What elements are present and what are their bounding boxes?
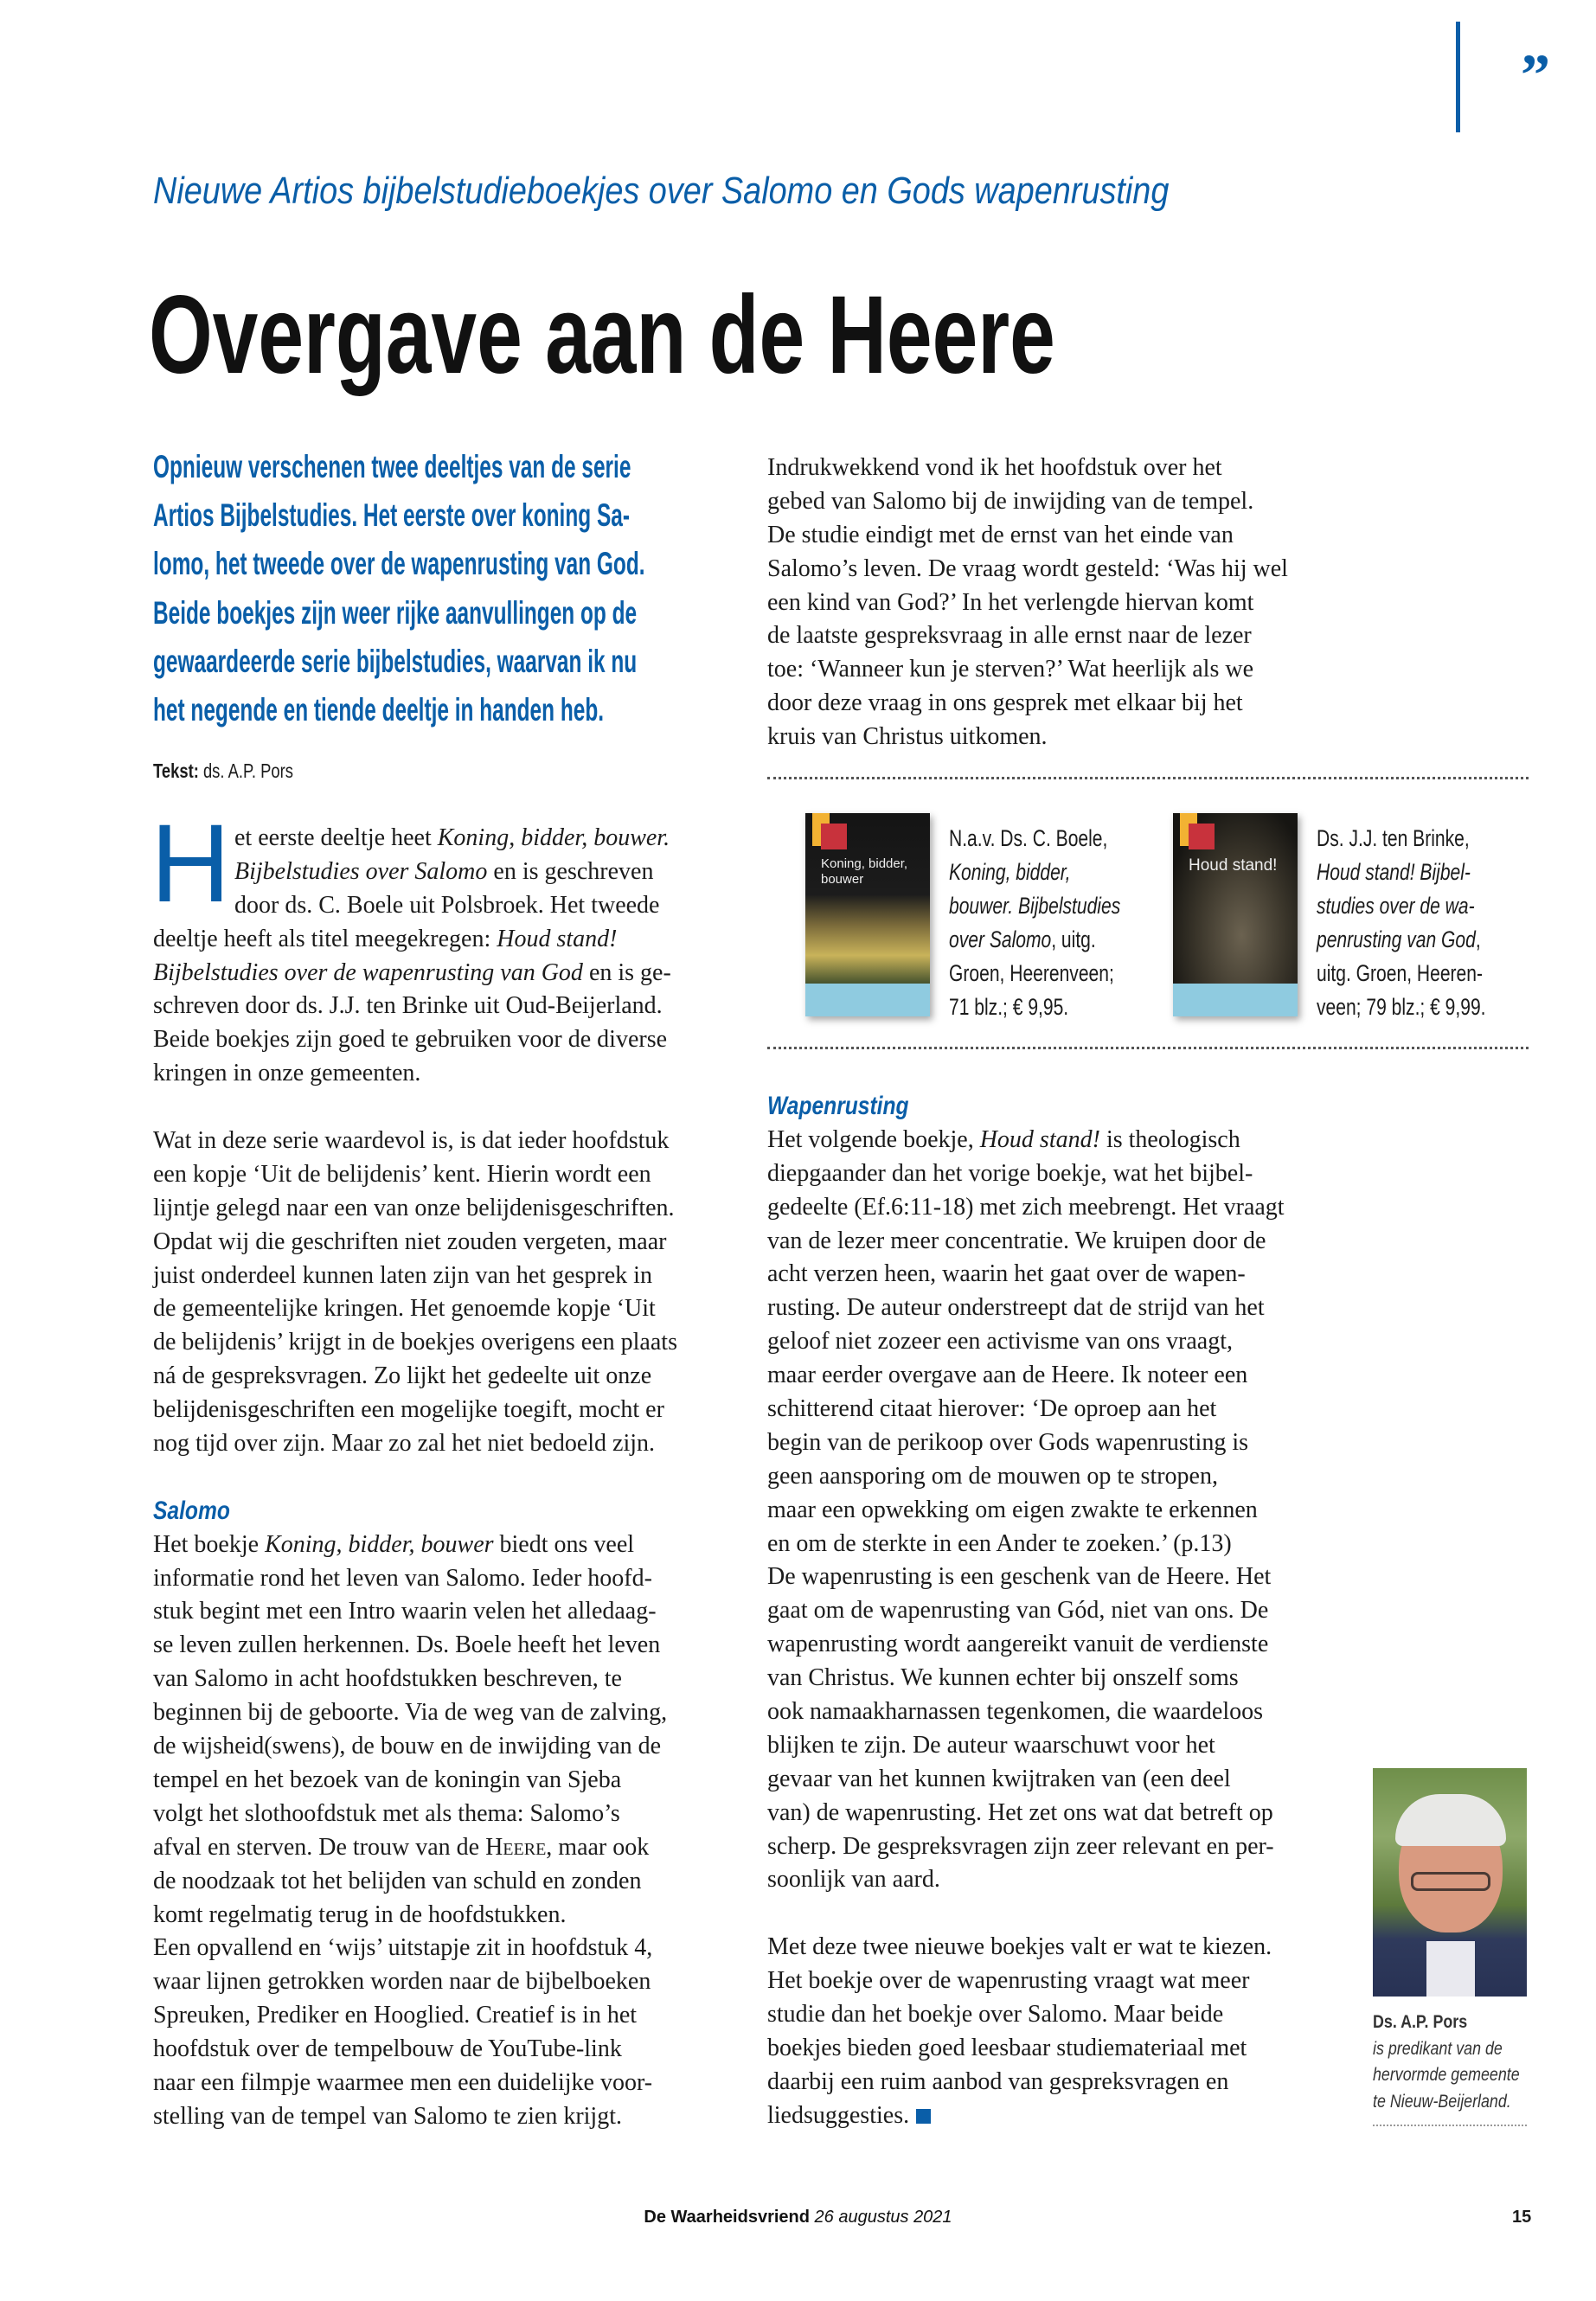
text-line: [153, 856, 724, 889]
text-segment: stuk begint met een Intro waarin velen het alledaag-: [153, 1598, 657, 1625]
text-segment: beginnen bij de geboorte. Via de weg van de zalving,: [153, 1699, 668, 1727]
text-line: [767, 519, 1338, 553]
text-segment: de gemeentelijke kringen. Het genoemde kopje ‘Uit: [153, 1295, 656, 1323]
text-segment: door ds. C. Boele uit Polsbroek. Het tweede: [234, 891, 660, 919]
text-line: [767, 1561, 1338, 1594]
cover-title: Houd stand!: [1189, 856, 1278, 875]
text-line: [767, 1628, 1338, 1662]
text-line: [1317, 990, 1534, 1024]
text-line: [153, 1226, 724, 1259]
text-line: [153, 2033, 724, 2067]
emphasis-text: Koning, bidder, bouwer.: [437, 824, 670, 851]
text-line: [153, 2067, 724, 2100]
text-segment: geloof niet zozeer een activisme van ons vraagt,: [767, 1328, 1233, 1356]
text-segment: et eerste deeltje heet: [234, 824, 438, 851]
text-line: [767, 1191, 1338, 1225]
emphasis-text: over Salomo: [949, 926, 1052, 952]
text-segment: komt regelmatig terug in de hoofdstukken.: [153, 1900, 567, 1928]
text-line: [767, 1528, 1338, 1561]
emphasis-text: Bijbelstudies over de wapenrusting van God: [153, 958, 583, 986]
author-bio-line: te Nieuw-Beijerland.: [1373, 2091, 1511, 2112]
text-line: [767, 1225, 1338, 1259]
text-segment: toe: ‘Wanneer kun je sterven?’ Wat heerlijk als we: [767, 656, 1253, 683]
text-segment: volgt het slothoofdstuk met als thema: Salomo’s: [153, 1799, 620, 1827]
text-line: [153, 1292, 724, 1326]
text-segment: biedt ons veel: [493, 1530, 635, 1558]
section-heading: Wapenrusting: [767, 1092, 909, 1120]
header-divider: [1456, 22, 1460, 132]
text-line: [767, 1292, 1338, 1325]
text-segment: kringen in onze gemeenten.: [153, 1060, 421, 1087]
lead-line-text: gewaardeerde serie bijbelstudies, waarvan ik nu: [153, 643, 638, 679]
text-segment: van de lezer meer concentratie. We kruipen door de: [767, 1227, 1266, 1254]
text-line: [153, 990, 724, 1023]
text-line: [153, 1360, 724, 1394]
text-line: [767, 1494, 1338, 1528]
text-segment: De studie eindigt met de ernst van het einde van: [767, 521, 1234, 548]
text-line: [767, 1359, 1338, 1393]
book-info-houd-stand: [1317, 822, 1534, 1024]
text-segment: Het boekje over de wapenrusting vraagt wat meer: [767, 1967, 1250, 1995]
text-line: [153, 1394, 724, 1427]
text-line: [153, 1562, 724, 1596]
text-line: [767, 1897, 1338, 1931]
page-title: [149, 275, 1374, 397]
right-column-bottom-text: [767, 1090, 1338, 2133]
text-segment: lijntje gelegd naar een van onze belijdenisgeschriften.: [153, 1194, 675, 1221]
text-segment: Een opvallend en ‘wijs’ uitstapje zit in hoofdstuk 4,: [153, 1934, 653, 1962]
text-line: [153, 1629, 724, 1663]
text-segment: waar lijnen getrokken worden naar de bijbelboeken: [153, 1968, 651, 1996]
text-line: [153, 889, 724, 923]
text-segment: schitterend citaat hierover: ‘De oproep aan het: [767, 1395, 1217, 1423]
text-segment: is theologisch: [1099, 1125, 1240, 1153]
text-line: [153, 1326, 724, 1360]
publication-name: De Waarheidsvriend: [644, 2208, 810, 2227]
text-line: [767, 1830, 1338, 1864]
text-line: [153, 1696, 724, 1730]
text-line: [767, 1258, 1338, 1292]
emphasis-text: Houd stand!: [979, 1125, 1100, 1153]
text-segment: 71 blz.; € 9,95.: [949, 994, 1069, 1020]
text-line: [767, 1863, 1338, 1897]
text-segment: een kind van God?’ In het verlengde hiervan komt: [767, 588, 1254, 616]
text-line: [1317, 889, 1534, 923]
lead-line-text: lomo, het tweede over de wapenrusting van God.: [153, 546, 645, 582]
section-heading: Salomo: [153, 1496, 230, 1525]
text-line: [153, 1427, 724, 1461]
text-line: [767, 1426, 1338, 1460]
text-segment: Spreuken, Prediker en Hooglied. Creatief is in het: [153, 2002, 638, 2029]
text-line: [153, 957, 724, 990]
text-line: [767, 619, 1338, 653]
text-segment: liedsuggesties.: [767, 2101, 910, 2129]
text-line: [153, 1663, 724, 1696]
text-line: [1317, 822, 1534, 856]
emphasis-text: Koning, bidder, bouwer: [265, 1530, 494, 1558]
text-segment: Opdat wij die geschriften niet zouden vergeten, maar: [153, 1227, 667, 1255]
text-segment: deeltje heeft als titel meegekregen:: [153, 925, 497, 952]
article-kicker: [153, 170, 1335, 213]
author-caption: [1373, 2009, 1546, 2115]
author-bio-line: hervormde gemeente: [1373, 2065, 1520, 2085]
text-segment: Het volgende boekje,: [767, 1125, 980, 1153]
emphasis-text: Houd stand! Bijbel-: [1317, 859, 1471, 885]
text-segment: Het boekje: [153, 1530, 266, 1558]
text-segment: de wijsheid(swens), de bouw en de inwijding van de: [153, 1733, 662, 1760]
text-line: [767, 2032, 1338, 2066]
emphasis-text: bouwer. Bijbelstudies: [949, 893, 1121, 919]
issue-date: 26 augustus 2021: [814, 2208, 952, 2227]
page-number: 15: [1512, 2208, 1532, 2227]
lead-line-text: Artios Bijbelstudies. Het eerste over koning Sa-: [153, 497, 630, 534]
end-mark-icon: [916, 2109, 931, 2124]
text-segment: een kopje ‘Uit de belijdenis’ kent. Hierin wordt een: [153, 1160, 651, 1188]
text-segment: Wat in deze serie waardevol is, is dat ieder hoofdstuk: [153, 1127, 670, 1155]
text-segment: uitg. Groen, Heeren-: [1317, 960, 1483, 986]
text-line: [767, 586, 1338, 620]
text-line: [153, 1529, 724, 1562]
text-line: [767, 1662, 1338, 1695]
text-line: [767, 553, 1338, 586]
text-segment: geen aansporing om de mouwen op te stropen,: [767, 1462, 1218, 1490]
text-line: [949, 822, 1169, 856]
text-segment: , uitg.: [1051, 926, 1096, 952]
text-line: [767, 1931, 1338, 1965]
lead-line-text: het negende en tiende deeltje in handen heb.: [153, 691, 605, 727]
text-line: [949, 856, 1169, 889]
text-line: [767, 1797, 1338, 1830]
text-segment: informatie rond het leven van Salomo. Ieder hoofd-: [153, 1564, 652, 1592]
text-segment: kruis van Christus uitkomen.: [767, 723, 1048, 751]
text-line: [1317, 923, 1534, 957]
text-segment: acht verzen heen, waarin het gaat over de wapen-: [767, 1260, 1246, 1288]
text-line: [153, 1259, 724, 1293]
text-line: [767, 1729, 1338, 1763]
text-segment: afval en sterven. De trouw van de: [153, 1833, 486, 1861]
text-segment: van) de wapenrusting. Het zet ons wat dat betreft op: [767, 1798, 1273, 1826]
text-segment: ná de gespreksvragen. Zo lijkt het gedeelte uit onze: [153, 1362, 652, 1390]
text-segment: Indrukwekkend vond ik het hoofdstuk over het: [767, 454, 1222, 481]
text-line: [153, 1965, 724, 1999]
right-column-top-text: [767, 452, 1338, 754]
text-segment: en om de sterkte in een Ander te zoeken.’ (p.13): [767, 1529, 1232, 1557]
emphasis-text: penrusting van God: [1317, 926, 1476, 952]
byline-author: ds. A.P. Pors: [202, 760, 293, 782]
dotted-divider: [767, 1047, 1529, 1049]
text-line: [949, 957, 1169, 990]
text-line: [153, 1999, 724, 2033]
kicker-text: Nieuwe Artios bijbelstudieboekjes over Salomo en Gods wapenrusting: [153, 170, 1170, 212]
text-line: [767, 1090, 1338, 1124]
title-text: Overgave aan de Heere: [149, 273, 1055, 397]
text-segment: Ds. J.J. ten Brinke,: [1317, 825, 1470, 851]
text-line: [153, 923, 724, 957]
text-segment: maar eerder overgave aan de Heere. Ik noteer een: [767, 1362, 1248, 1389]
text-segment: door deze vraag in ons gesprek met elkaar bij het: [767, 689, 1243, 717]
text-line: [767, 1594, 1338, 1628]
text-segment: De wapenrusting is een geschenk van de Heere. Het: [767, 1563, 1272, 1591]
text-segment: naar een filmpje waarmee men een duidelijke voor-: [153, 2068, 653, 2096]
quote-mark-icon: ”: [1521, 42, 1550, 107]
text-line: [949, 889, 1169, 923]
text-segment: Met deze twee nieuwe boekjes valt er wat te kiezen.: [767, 1933, 1272, 1961]
text-line: [767, 2099, 1338, 2133]
text-line: [153, 1192, 724, 1226]
book-info-koning: [949, 822, 1169, 1024]
text-line: [767, 452, 1338, 485]
text-segment: rusting. De auteur onderstreept dat de strijd van het: [767, 1294, 1265, 1322]
text-segment: daarbij een ruim aanbod van gespreksvragen en: [767, 2067, 1229, 2095]
text-segment: stelling van de tempel van Salomo te zien krijgt.: [153, 2102, 622, 2130]
text-line: [767, 1763, 1338, 1797]
text-segment: hoofdstuk over de tempelbouw de YouTube-link: [153, 2035, 622, 2063]
emphasis-text: Bijbelstudies over Salomo: [234, 857, 488, 885]
emphasis-text: studies over de wa-: [1317, 893, 1475, 919]
byline: [153, 760, 328, 783]
text-segment: schreven door ds. J.J. ten Brinke uit Oud-Beijerland.: [153, 992, 663, 1020]
text-segment: diepgaander dan het vorige boekje, wat het bijbel-: [767, 1159, 1253, 1187]
emphasis-text: Koning, bidder,: [949, 859, 1071, 885]
author-photo: [1373, 1768, 1527, 1997]
text-segment: soonlijk van aard.: [767, 1866, 940, 1894]
text-segment: veen; 79 blz.; € 9,99.: [1317, 994, 1486, 1020]
text-line: [153, 2100, 724, 2134]
text-segment: gaat om de wapenrusting van Gód, niet van ons. De: [767, 1597, 1269, 1625]
left-column-text: [153, 822, 724, 2134]
text-segment: begin van de perikoop over Gods wapenrusting is: [767, 1428, 1248, 1456]
text-segment: N.a.v. Ds. C. Boele,: [949, 825, 1108, 851]
text-line: [153, 1932, 724, 1965]
text-segment: maar een opwekking om eigen zwakte te erkennen: [767, 1496, 1258, 1523]
text-segment: se leven zullen herkennen. Ds. Boele heeft het leven: [153, 1631, 661, 1659]
text-segment: van Salomo in acht hoofdstukken beschreven, te: [153, 1665, 622, 1693]
text-line: [153, 822, 724, 856]
text-line: [767, 1124, 1338, 1157]
text-line: [1317, 856, 1534, 889]
text-line: [153, 1865, 724, 1899]
text-segment: gedeelte (Ef.6:11-18) met zich meebrengt. Het vraagt: [767, 1193, 1285, 1221]
text-line: [1317, 957, 1534, 990]
text-line: [153, 1158, 724, 1192]
text-segment: en is geschreven: [487, 857, 654, 885]
lead-line-text: Opnieuw verschenen twee deeltjes van de serie: [153, 449, 631, 484]
dotted-divider: [1373, 2125, 1527, 2126]
text-segment: ook namaakharnassen tegenkomen, die waardeloos: [767, 1698, 1264, 1726]
text-line: [767, 1998, 1338, 2032]
dotted-divider: [767, 777, 1529, 779]
text-segment: tempel en het bezoek van de koningin van Sjeba: [153, 1766, 622, 1793]
text-line: [153, 1091, 724, 1125]
author-bio-line: is predikant van de: [1373, 2038, 1503, 2059]
text-line: [767, 2066, 1338, 2099]
text-line: [153, 1798, 724, 1831]
text-segment: juist onderdeel kunnen laten zijn van het gesprek in: [153, 1261, 652, 1289]
text-line: [949, 990, 1169, 1024]
text-line: [767, 721, 1338, 754]
book-cover-houd-stand: [1173, 813, 1298, 1016]
text-line: [767, 1460, 1338, 1494]
text-segment: van Christus. We kunnen echter bij onszelf soms: [767, 1664, 1239, 1692]
text-line: [767, 1393, 1338, 1426]
text-line: [767, 1695, 1338, 1729]
author-name: Ds. A.P. Pors: [1373, 2012, 1468, 2032]
text-segment: gebed van Salomo bij de inwijding van de tempel.: [767, 487, 1254, 515]
drop-cap: H: [151, 802, 231, 926]
text-segment: wapenrusting wordt aangereikt vanuit de verdienste: [767, 1631, 1269, 1658]
text-line: [767, 1325, 1338, 1359]
text-line: [767, 485, 1338, 519]
text-segment: nog tijd over zijn. Maar zo zal het niet bedoeld zijn.: [153, 1430, 656, 1458]
page-footer: [0, 2208, 1596, 2227]
text-line: [153, 1899, 724, 1932]
text-segment: boekjes bieden goed leesbaar studiemateriaal met: [767, 2034, 1247, 2061]
text-line: [153, 1125, 724, 1158]
text-segment: studie dan het boekje over Salomo. Maar beide: [767, 2001, 1224, 2029]
text-line: [153, 1023, 724, 1057]
text-segment: scherp. De gespreksvragen zijn zeer relevant en per-: [767, 1832, 1274, 1860]
text-line: [767, 1965, 1338, 1998]
text-segment: Groen, Heerenveen;: [949, 960, 1114, 986]
text-line: [153, 1730, 724, 1764]
text-segment: Salomo’s leven. De vraag wordt gesteld: ‘Was hij wel: [767, 554, 1288, 582]
text-line: [153, 1461, 724, 1495]
text-line: [153, 1764, 724, 1798]
text-segment: de noodzaak tot het belijden van schuld en zonden: [153, 1867, 642, 1894]
text-segment: , maar ook: [546, 1833, 650, 1861]
text-line: [767, 1157, 1338, 1191]
lead-line-text: Beide boekjes zijn weer rijke aanvullingen op de: [153, 594, 638, 631]
cover-title: Koning, bidder, bouwer: [821, 856, 908, 887]
emphasis-text: Heere: [485, 1833, 547, 1861]
text-segment: gevaar van het kunnen kwijtraken van (een deel: [767, 1765, 1231, 1792]
book-cover-koning: [805, 813, 930, 1016]
text-segment: en is ge-: [582, 958, 671, 986]
text-line: [153, 1595, 724, 1629]
text-segment: ,: [1475, 926, 1481, 952]
text-segment: belijdenisgeschriften een mogelijke toegift, mocht er: [153, 1396, 664, 1424]
text-line: [153, 1057, 724, 1091]
byline-label: Tekst:: [153, 760, 199, 782]
text-line: [153, 1495, 724, 1529]
text-line: [949, 923, 1169, 957]
text-segment: de belijdenis’ krijgt in de boekjes overigens een plaats: [153, 1329, 677, 1356]
text-segment: blijken te zijn. De auteur waarschuwt voor het: [767, 1731, 1215, 1759]
text-segment: Beide boekjes zijn goed te gebruiken voor de diverse: [153, 1026, 668, 1054]
text-segment: de laatste gespreksvraag in alle ernst naar de lezer: [767, 622, 1252, 650]
text-line: [767, 687, 1338, 721]
text-line: [767, 653, 1338, 687]
emphasis-text: Houd stand!: [497, 925, 618, 952]
text-line: [153, 1831, 724, 1865]
